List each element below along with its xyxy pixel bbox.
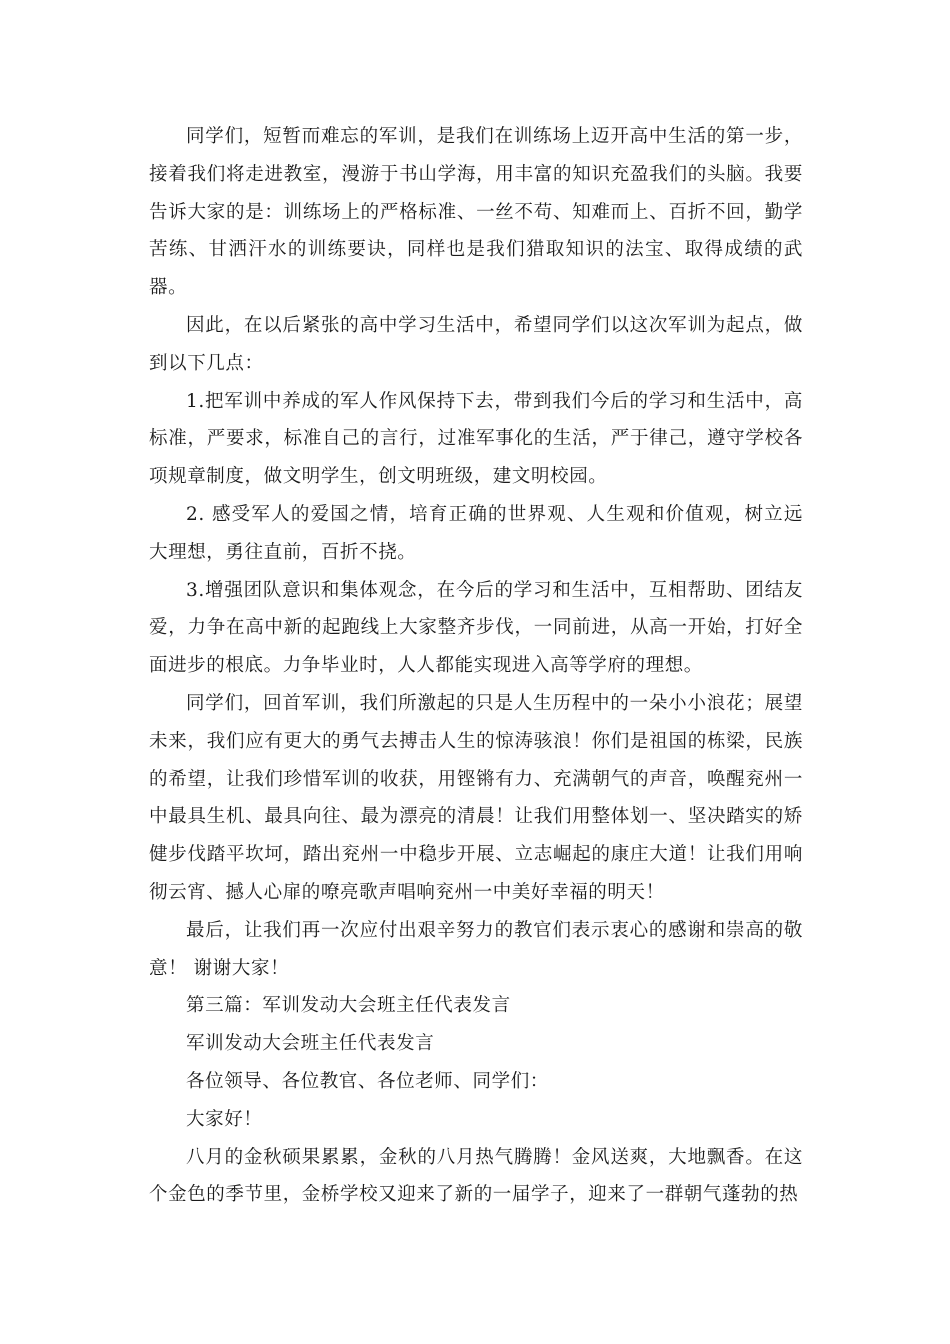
paragraph-looking-back: 同学们，回首军训，我们所激起的只是人生历程中的一朵小小浪花；展望未来，我们应有更大的勇气去搏击人生的惊涛骇浪！你们是祖国的栋梁，民族的希望，让我们珍惜军训的收获，用铿锵有力、充满朝气的声音，唤醒兖州一中最具生机、最具向往、最为漂亮的清晨！让我们用整体划一、坚决踏实的矫健步伐踏平坎坷，踏出兖州一中稳步开展、立志崛起的康庄大道！让我们用响彻云宵、撼人心扉的嘹亮歌声唱响兖州一中美好幸福的明天！ (149, 692, 803, 903)
section-heading: 第三篇：军训发动大会班主任代表发言 (186, 995, 511, 1017)
paragraph-military-training-intro: 同学们，短暂而难忘的军训，是我们在训练场上迈开高中生活的第一步，接着我们将走进教室，漫游于书山学海，用丰富的知识充盈我们的头脑。我要告诉大家的是：训练场上的严格标准、一丝不苟、知难而上、百折不回，勤学苦练、甘洒汗水的训练要诀，同样也是我们猎取知识的法宝、取得成绩的武器。 (149, 126, 803, 299)
paragraph-point-2: 2. 感受军人的爱国之情，培育正确的世界观、人生观和价值观，树立远大理想，勇往直前，百折不挠。 (149, 503, 803, 563)
salutation: 各位领导、各位教官、各位老师、同学们： (186, 1070, 549, 1092)
paragraph-golden-autumn: 八月的金秋硕果累累，金秋的八月热气腾腾！金风送爽，大地飘香。在这个金色的季节里，金桥学校又迎来了新的一届学子，迎来了一群朝气蓬勃的热 (149, 1146, 803, 1206)
paragraph-thanks: 最后，让我们再一次应付出艰辛努力的教官们表示衷心的感谢和崇高的敬意！ 谢谢大家！ (149, 919, 803, 979)
document-body (149, 118, 803, 1214)
speech-title: 军训发动大会班主任代表发言 (186, 1033, 435, 1055)
greeting: 大家好！ (186, 1108, 263, 1130)
paragraph-therefore: 因此，在以后紧张的高中学习生活中，希望同学们以这次军训为起点，做到以下几点： (149, 314, 803, 374)
paragraph-point-1: 1.把军训中养成的军人作风保持下去，带到我们今后的学习和生活中，高标准，严要求，标准自己的言行，过准军事化的生活，严于律己，遵守学校各项规章制度，做文明学生，创文明班级，建文明校园。 (149, 390, 803, 488)
paragraph-point-3: 3.增强团队意识和集体观念，在今后的学习和生活中，互相帮助、团结友爱，力争在高中新的起跑线上大家整齐步伐，一同前进，从高一开始，打好全面进步的根底。力争毕业时，人人都能实现进入高等学府的理想。 (149, 579, 803, 677)
